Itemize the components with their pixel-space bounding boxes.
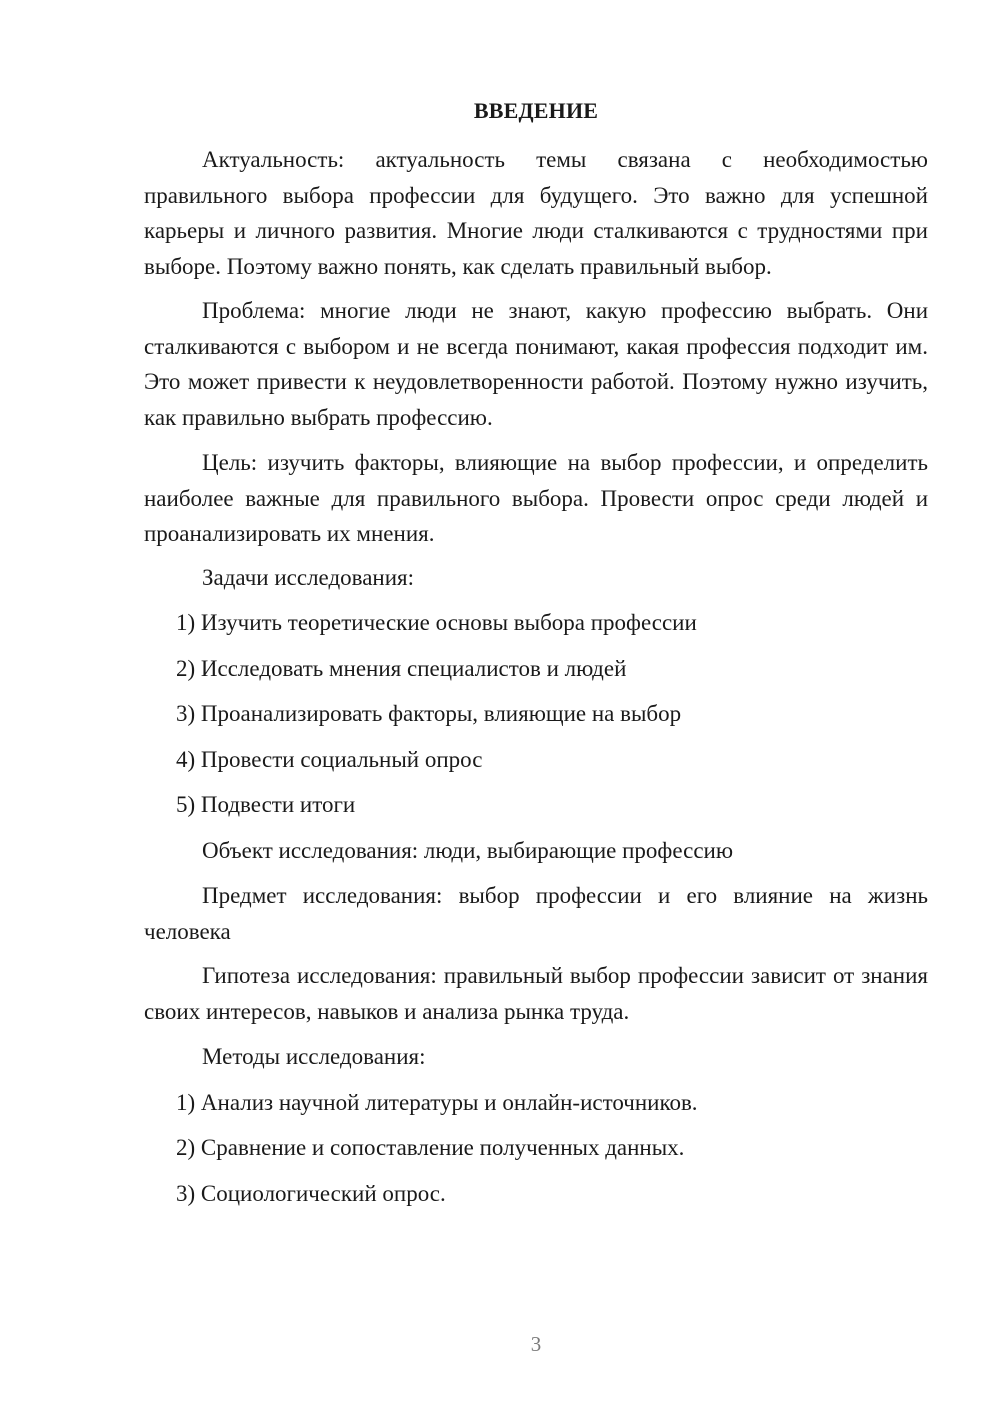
task-item-3: 3) Проанализировать факторы, влияющие на выбор — [176, 701, 682, 726]
relevance-paragraph: Актуальность: актуальность темы связана с необходимостью правильного выбора профессии для будущего. Это важно для успешной карьеры и личного развития. Многие люди сталкиваются с трудностями при выборе. Поэтому важно понять, как сделать правильный выбор. — [144, 147, 928, 279]
object-line: Объект исследования: люди, выбирающие профессию — [202, 838, 734, 863]
subject-paragraph: Предмет исследования: выбор профессии и его влияние на жизнь человека — [144, 883, 928, 944]
method-item-2: 2) Сравнение и сопоставление полученных данных. — [176, 1135, 685, 1160]
task-item-1: 1) Изучить теоретические основы выбора профессии — [176, 610, 697, 635]
task-item-2: 2) Исследовать мнения специалистов и людей — [176, 656, 627, 681]
method-item-3: 3) Социологический опрос. — [176, 1181, 446, 1206]
page-title: ВВЕДЕНИЕ — [473, 98, 599, 123]
methods-heading: Методы исследования: — [202, 1044, 426, 1069]
problem-paragraph: Проблема: многие люди не знают, какую профессию выбрать. Они сталкиваются с выбором и не всегда понимают, какая профессия подходит им. Это может привести к неудовлетворенности работой. Поэтому нужно изучить, как правильно выбрать профессию. — [144, 298, 928, 430]
method-item-1: 1) Анализ научной литературы и онлайн-источников. — [176, 1090, 698, 1115]
goal-paragraph: Цель: изучить факторы, влияющие на выбор профессии, и определить наиболее важные для правильного выбора. Провести опрос среди людей и проанализировать их мнения. — [144, 450, 928, 546]
task-item-4: 4) Провести социальный опрос — [176, 747, 483, 772]
task-item-5: 5) Подвести итоги — [176, 792, 356, 817]
page-number: 3 — [530, 1332, 542, 1356]
hypothesis-paragraph: Гипотеза исследования: правильный выбор профессии зависит от знания своих интересов, навыков и анализа рынка труда. — [144, 963, 928, 1024]
tasks-heading: Задачи исследования: — [202, 565, 415, 590]
